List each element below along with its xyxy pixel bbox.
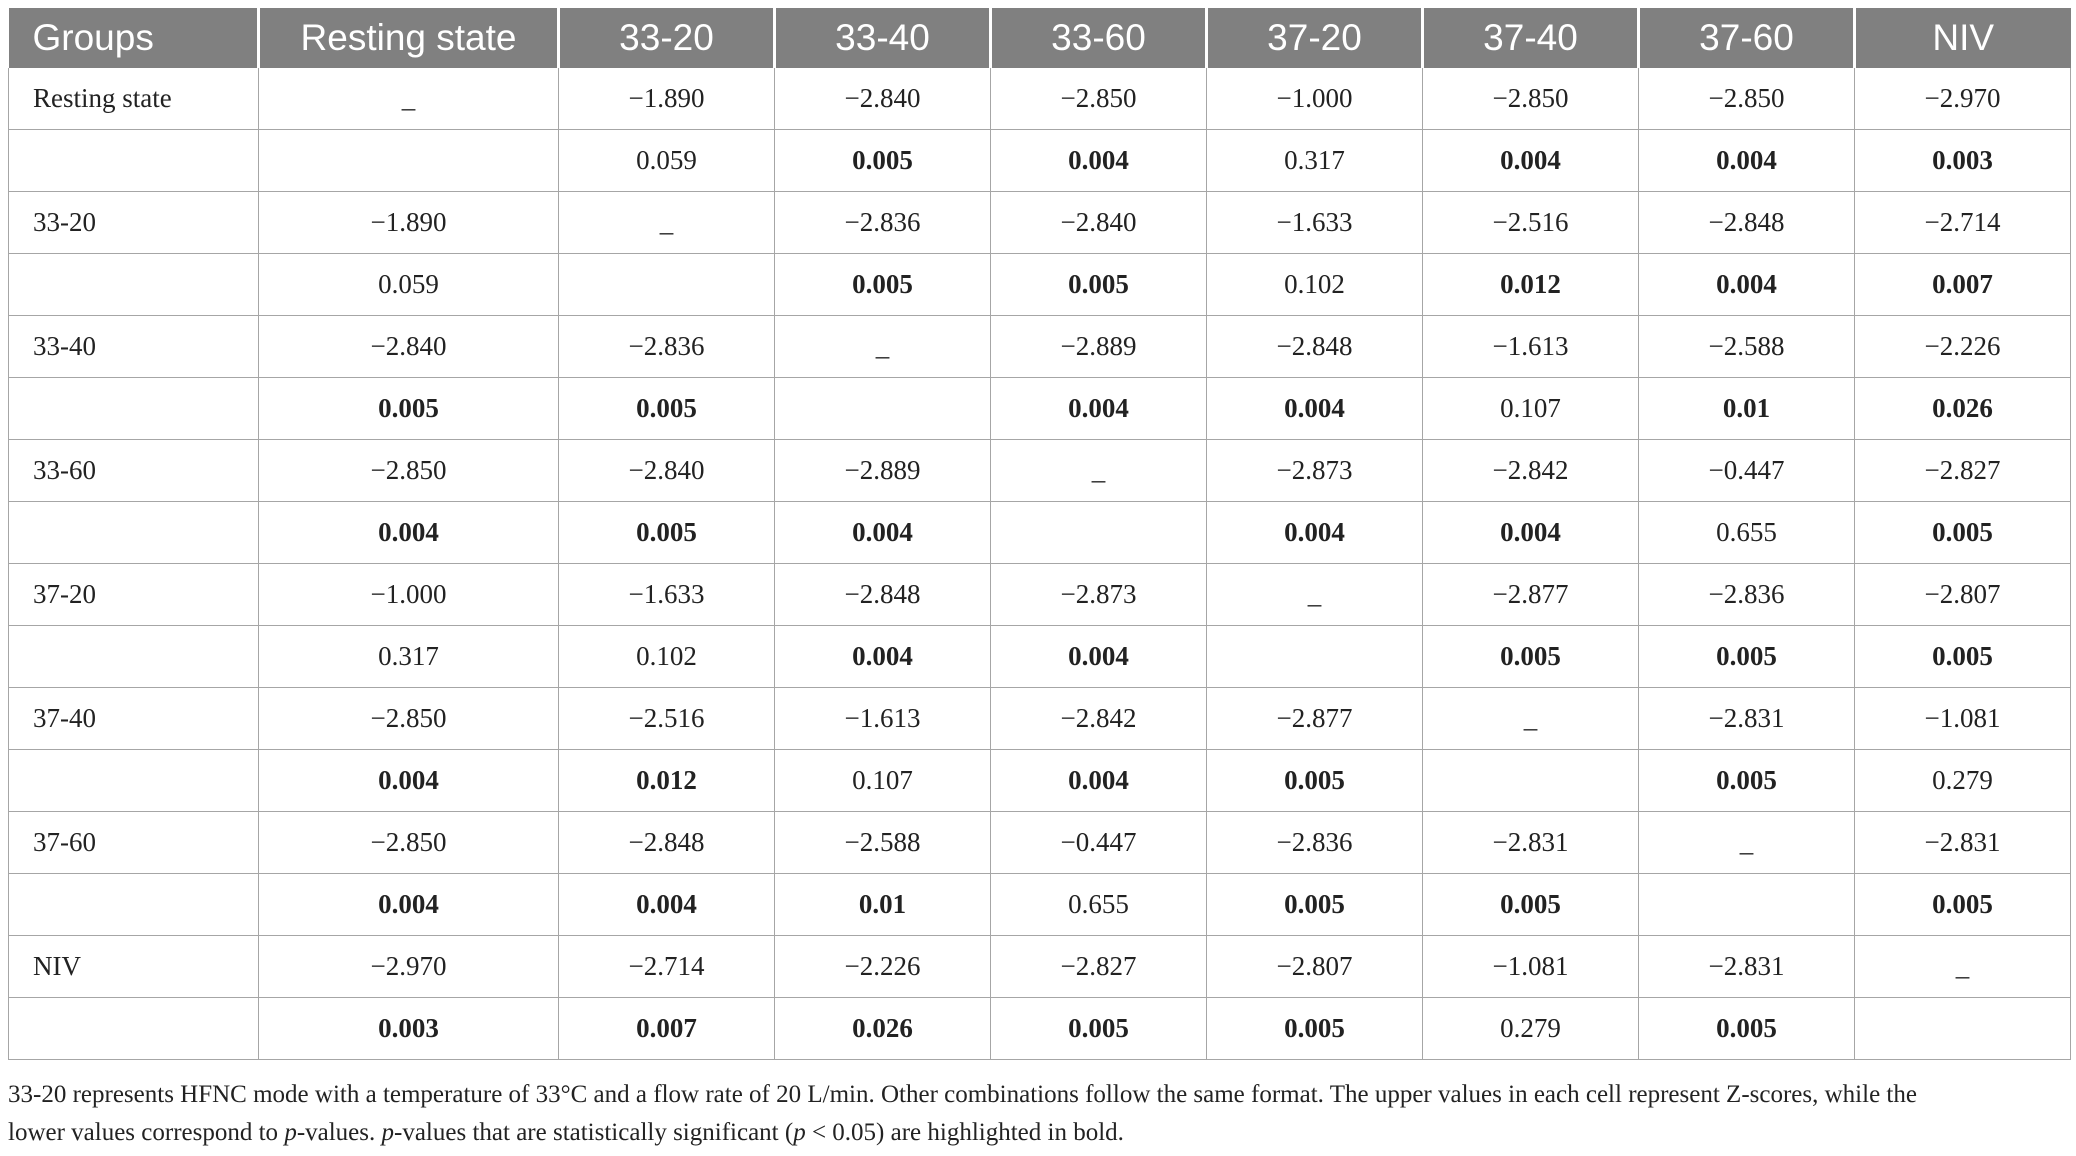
p-value-row [9,626,2071,688]
header-cell: 37-40 [1423,8,1639,68]
p-value-cell [259,130,559,192]
z-score-cell: −2.848 [559,812,775,874]
footnote-text: -values that are statistically significant ( [394,1119,794,1146]
row-group-label: 33-20 [9,192,259,254]
z-score-cell: −2.714 [559,936,775,998]
z-score-cell: −1.000 [1207,68,1423,130]
z-score-cell: −1.613 [775,688,991,750]
p-value-cell: 0.004 [1639,254,1855,316]
p-value-cell: 0.007 [1855,254,2071,316]
z-score-cell: −2.970 [1855,68,2071,130]
row-label-empty [9,130,259,192]
z-score-row [9,564,2071,626]
pairwise-comparison-table [8,8,2071,1060]
z-score-cell: −2.850 [1639,68,1855,130]
p-value-cell: 0.004 [559,874,775,936]
p-value-cell: 0.004 [259,750,559,812]
z-score-cell: −2.848 [1639,192,1855,254]
z-score-cell: −0.447 [1639,440,1855,502]
p-value-row [9,378,2071,440]
z-score-cell: −2.836 [775,192,991,254]
p-value-cell: 0.005 [1423,874,1639,936]
z-score-cell: −2.877 [1423,564,1639,626]
z-score-cell: −1.081 [1423,936,1639,998]
row-group-label: 33-60 [9,440,259,502]
z-score-cell: −2.850 [259,812,559,874]
p-value-cell: 0.005 [991,998,1207,1060]
p-value-cell: 0.004 [1423,130,1639,192]
footnote-text: -values. [296,1119,382,1146]
p-value-cell: 0.059 [259,254,559,316]
p-value-cell: 0.005 [559,502,775,564]
footnote-p-symbol: p [793,1119,806,1146]
p-value-cell: 0.005 [1855,874,2071,936]
header-cell: Resting state [259,8,559,68]
p-value-cell: 0.003 [259,998,559,1060]
p-value-row [9,502,2071,564]
p-value-cell: 0.005 [1423,626,1639,688]
p-value-cell: 0.007 [559,998,775,1060]
p-value-cell: 0.005 [1207,998,1423,1060]
p-value-cell: 0.317 [259,626,559,688]
z-score-row [9,688,2071,750]
p-value-cell: 0.003 [1855,130,2071,192]
p-value-cell: 0.004 [259,502,559,564]
p-value-cell: 0.317 [1207,130,1423,192]
z-score-cell: −2.848 [1207,316,1423,378]
z-score-cell: −2.873 [1207,440,1423,502]
z-score-cell: −2.877 [1207,688,1423,750]
header-row [9,8,2071,68]
z-score-cell: _ [1423,688,1639,750]
footnote-p-symbol: p [381,1119,395,1146]
p-value-cell: 0.004 [991,130,1207,192]
header-cell: 37-60 [1639,8,1855,68]
p-value-cell: 0.004 [775,626,991,688]
p-value-cell: 0.005 [559,378,775,440]
z-score-cell: −2.836 [1207,812,1423,874]
row-group-label: 37-60 [9,812,259,874]
z-score-cell: _ [991,440,1207,502]
z-score-cell: −2.516 [1423,192,1639,254]
p-value-cell: 0.01 [1639,378,1855,440]
z-score-cell: −2.836 [559,316,775,378]
z-score-cell: −2.840 [775,68,991,130]
z-score-cell: _ [1855,936,2071,998]
z-score-cell: −2.827 [1855,440,2071,502]
z-score-cell: −2.827 [991,936,1207,998]
p-value-cell [991,502,1207,564]
p-value-cell: 0.004 [1639,130,1855,192]
p-value-cell: 0.102 [1207,254,1423,316]
z-score-cell: −2.850 [991,68,1207,130]
p-value-cell [1207,626,1423,688]
p-value-cell: 0.005 [1207,750,1423,812]
row-group-label: 33-40 [9,316,259,378]
p-value-row [9,130,2071,192]
header-cell: 33-40 [775,8,991,68]
z-score-cell: −2.840 [991,192,1207,254]
z-score-row [9,192,2071,254]
z-score-cell: _ [775,316,991,378]
p-value-cell: 0.004 [1207,378,1423,440]
p-value-cell: 0.005 [1855,626,2071,688]
p-value-cell: 0.279 [1855,750,2071,812]
z-score-cell: −2.516 [559,688,775,750]
p-value-cell: 0.005 [1639,750,1855,812]
z-score-cell: −2.842 [991,688,1207,750]
table-body [9,68,2071,1060]
header-cell: 33-20 [559,8,775,68]
z-score-cell: −2.831 [1423,812,1639,874]
p-value-cell [1855,998,2071,1060]
z-score-cell: −2.889 [775,440,991,502]
comparison-table-container [8,8,2068,1060]
z-score-cell: −1.890 [259,192,559,254]
footnote-text: < 0.05) are highlighted in bold. [805,1119,1124,1146]
p-value-cell: 0.004 [1207,502,1423,564]
row-label-empty [9,750,259,812]
p-value-cell: 0.005 [1207,874,1423,936]
z-score-cell: −1.081 [1855,688,2071,750]
p-value-cell: 0.004 [991,750,1207,812]
z-score-cell: −2.840 [559,440,775,502]
z-score-cell: _ [1639,812,1855,874]
z-score-cell: −1.633 [559,564,775,626]
p-value-cell: 0.005 [1639,626,1855,688]
p-value-cell: 0.005 [1639,998,1855,1060]
z-score-cell: −2.850 [259,688,559,750]
footnote-p-symbol: p [284,1119,297,1146]
p-value-cell: 0.004 [991,626,1207,688]
p-value-cell [775,378,991,440]
p-value-cell: 0.655 [991,874,1207,936]
p-value-cell [559,254,775,316]
p-value-cell: 0.005 [775,130,991,192]
table-footnote [8,1076,2068,1152]
z-score-row [9,68,2071,130]
z-score-cell: _ [1207,564,1423,626]
z-score-cell: −2.226 [1855,316,2071,378]
row-label-empty [9,378,259,440]
p-value-cell [1639,874,1855,936]
p-value-cell [1423,750,1639,812]
p-value-cell: 0.005 [775,254,991,316]
z-score-cell: _ [259,68,559,130]
footnote-line-2 [8,1114,2068,1152]
p-value-cell: 0.026 [1855,378,2071,440]
z-score-cell: −1.890 [559,68,775,130]
z-score-row [9,316,2071,378]
footnote-line-1: 33-20 represents HFNC mode with a temperature of 33°C and a flow rate of 20 L/min. Other combinations follow the same format. The upper values in each cell represent Z-scores, while the [8,1081,1917,1108]
p-value-cell: 0.004 [1423,502,1639,564]
z-score-cell: −1.633 [1207,192,1423,254]
row-group-label: Resting state [9,68,259,130]
header-cell: Groups [9,8,259,68]
z-score-cell: −2.889 [991,316,1207,378]
z-score-cell: −2.970 [259,936,559,998]
row-label-empty [9,626,259,688]
p-value-cell: 0.005 [259,378,559,440]
z-score-cell: −2.831 [1855,812,2071,874]
p-value-cell: 0.279 [1423,998,1639,1060]
row-label-empty [9,874,259,936]
p-value-cell: 0.012 [559,750,775,812]
z-score-cell: −2.588 [775,812,991,874]
header-cell: 33-60 [991,8,1207,68]
p-value-row [9,750,2071,812]
p-value-cell: 0.012 [1423,254,1639,316]
header-cell: 37-20 [1207,8,1423,68]
z-score-cell: −2.831 [1639,688,1855,750]
z-score-cell: −2.226 [775,936,991,998]
p-value-row [9,874,2071,936]
row-group-label: 37-20 [9,564,259,626]
z-score-cell: −2.831 [1639,936,1855,998]
p-value-cell: 0.004 [259,874,559,936]
z-score-row [9,440,2071,502]
z-score-cell: −2.807 [1207,936,1423,998]
z-score-cell: −2.840 [259,316,559,378]
z-score-cell: −2.850 [259,440,559,502]
p-value-cell: 0.059 [559,130,775,192]
header-cell: NIV [1855,8,2071,68]
p-value-cell: 0.102 [559,626,775,688]
row-group-label: NIV [9,936,259,998]
z-score-cell: −2.588 [1639,316,1855,378]
p-value-cell: 0.004 [991,378,1207,440]
p-value-cell: 0.026 [775,998,991,1060]
p-value-cell: 0.005 [991,254,1207,316]
z-score-cell: −2.850 [1423,68,1639,130]
row-label-empty [9,998,259,1060]
p-value-cell: 0.004 [775,502,991,564]
z-score-cell: −2.848 [775,564,991,626]
z-score-cell: −0.447 [991,812,1207,874]
p-value-cell: 0.107 [1423,378,1639,440]
z-score-row [9,936,2071,998]
row-group-label: 37-40 [9,688,259,750]
z-score-cell: −2.842 [1423,440,1639,502]
footnote-text: lower values correspond to [8,1119,285,1146]
p-value-row [9,998,2071,1060]
row-label-empty [9,502,259,564]
row-label-empty [9,254,259,316]
p-value-cell: 0.655 [1639,502,1855,564]
z-score-cell: −1.000 [259,564,559,626]
p-value-row [9,254,2071,316]
z-score-cell: −2.836 [1639,564,1855,626]
p-value-cell: 0.107 [775,750,991,812]
z-score-cell: −2.807 [1855,564,2071,626]
z-score-cell: −1.613 [1423,316,1639,378]
z-score-cell: −2.873 [991,564,1207,626]
z-score-cell: −2.714 [1855,192,2071,254]
z-score-cell: _ [559,192,775,254]
p-value-cell: 0.01 [775,874,991,936]
p-value-cell: 0.005 [1855,502,2071,564]
z-score-row [9,812,2071,874]
